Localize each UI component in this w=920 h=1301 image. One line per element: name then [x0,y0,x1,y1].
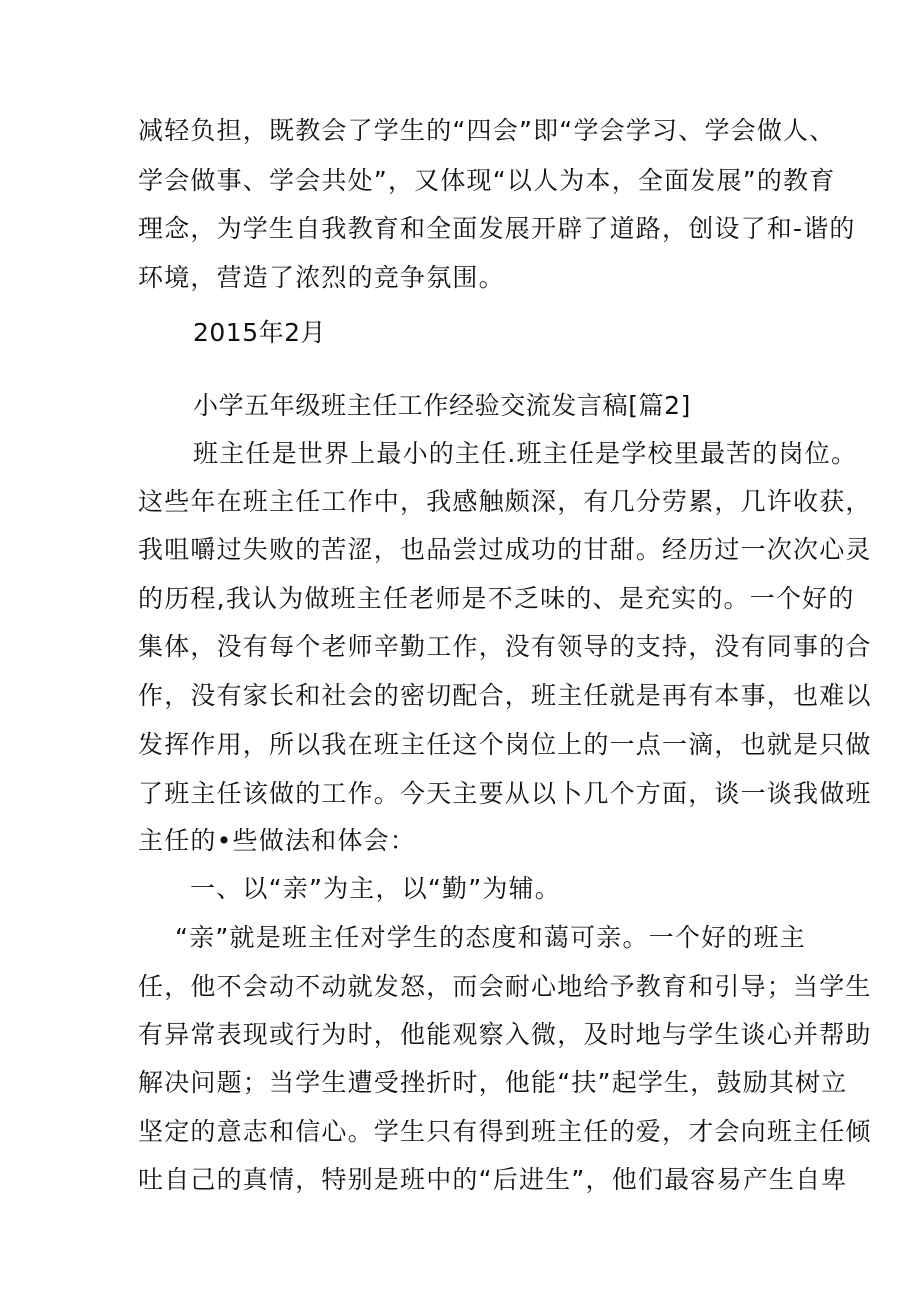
paragraph-line: 集体，没有每个老师辛勤工作，没有领导的支持，没有同事的合 [138,632,872,661]
paragraph-line: 班主任是世界上最小的主任.班主任是学校里最苦的岗位。 [193,439,858,468]
text-line: 学会做事、学会共处”，又体现“以人为本，全面发展”的教育 [138,166,836,195]
paragraph-line: 有异常表现或行为时，他能观察入微，及时地与学生谈心并帮助 [138,1020,872,1049]
paragraph-line: 的历程,我认为做班主任老师是不乏味的、是充实的。一个好的 [138,584,855,613]
text-line: 理念，为学生自我教育和全面发展开辟了道路，创设了和-谐的 [138,214,856,243]
paragraph-line: 主任的•些做法和体会： [138,826,416,855]
paragraph-line: 解决问题；当学生遭受挫折时，他能“扶”起学生，鼓励其树立 [138,1068,848,1097]
text-line: 减轻负担，既教会了学生的“四会”即“学会学习、学会做人、 [138,116,836,145]
paragraph-line: 我咀嚼过失败的苦涩，也品尝过成功的甘甜。经历过一次次心灵 [138,535,872,564]
paragraph-line: 这些年在班主任工作中，我感触颇深，有几分劳累，几许收获， [138,487,872,516]
paragraph-line: 任，他不会动不动就发怒，而会耐心地给予教育和引导；当学生 [138,972,872,1001]
text-line: 环境，营造了浓烈的竞争氛围。 [138,263,505,292]
paragraph-line: 发挥作用，所以我在班主任这个岗位上的一点一滴，也就是只做 [138,730,872,759]
paragraph-line: 作，没有家长和社会的密切配合，班主任就是再有本事，也难以 [138,681,872,710]
section-title: 小学五年级班主任工作经验交流发言稿[篇2] [193,391,692,420]
heading-one: 一、以“亲”为主，以“勤”为辅。 [190,874,562,903]
paragraph-line: 了班主任该做的工作。今天主要从以卜几个方面，谈一谈我做班 [138,779,872,808]
paragraph-line: 吐自己的真情，特别是班中的“后进生”，他们最容易产生自卑 [138,1165,848,1194]
paragraph-line: “亲”就是班主任对学生的态度和蔼可亲。一个好的班主 [175,923,806,952]
date-line: 2015年2月 [193,318,327,347]
paragraph-line: 坚定的意志和信心。学生只有得到班主任的爱，才会向班主任倾 [138,1117,872,1146]
